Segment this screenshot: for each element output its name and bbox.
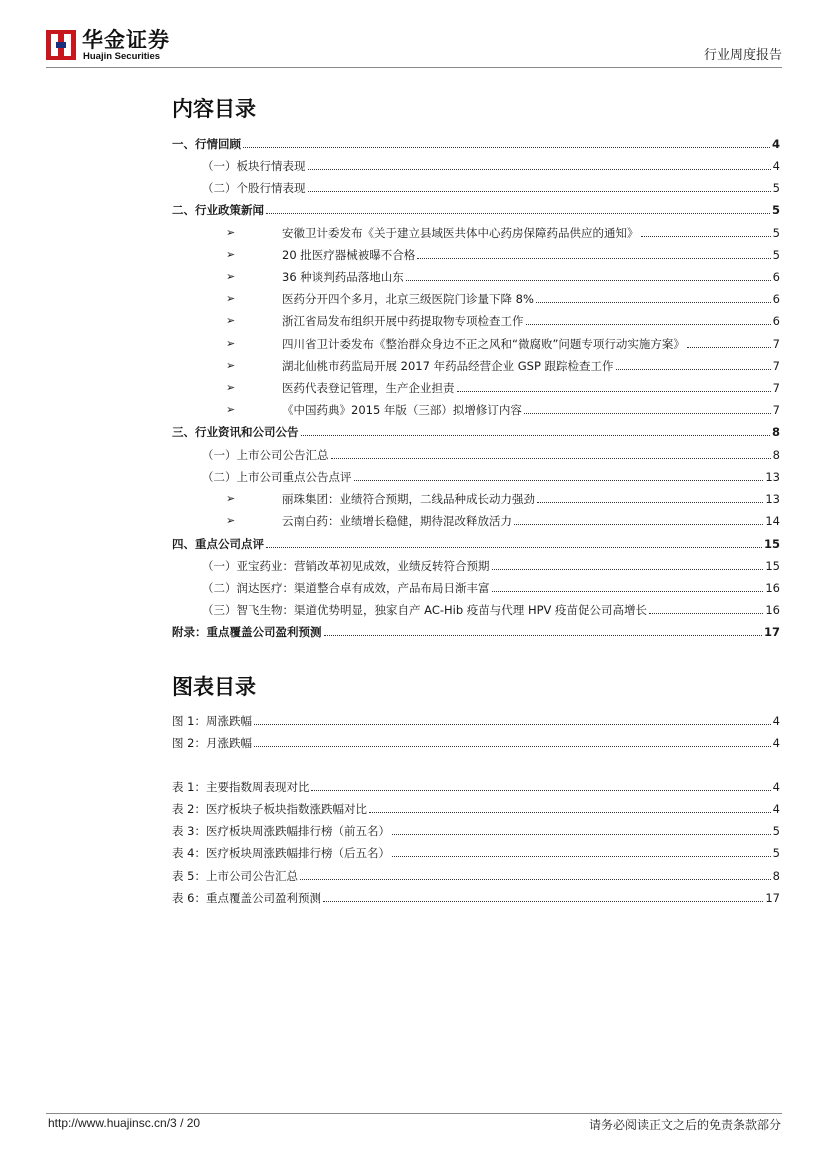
- toc-entry[interactable]: ➢ 四川省卫计委发布《整治群众身边不正之风和“微腐败”问题专项行动实施方案》 7: [226, 337, 780, 351]
- figure-entry[interactable]: 图 2：月涨跌幅 4: [172, 736, 780, 750]
- arrow-bullet-icon: ➢: [226, 403, 236, 416]
- report-type: 行业周度报告: [703, 48, 782, 63]
- header-divider: [46, 67, 782, 68]
- toc-entry[interactable]: 四、重点公司点评 15: [172, 537, 780, 551]
- table-entry[interactable]: 表 4：医疗板块周涨跌幅排行榜（后五名） 5: [172, 846, 780, 860]
- toc-entry[interactable]: （二）上市公司重点公告点评 13: [202, 470, 780, 484]
- page-header: [46, 28, 782, 68]
- toc-entry[interactable]: ➢ 安徽卫计委发布《关于建立县域医共体中心药房保障药品供应的通知》 5: [226, 226, 780, 240]
- table-entry[interactable]: 表 2：医疗板块子板块指数涨跌幅对比 4: [172, 802, 780, 816]
- lof-title: 图表目录: [172, 675, 256, 699]
- toc-title: 内容目录: [172, 97, 256, 121]
- table-entry[interactable]: 表 5：上市公司公告汇总 8: [172, 869, 780, 883]
- footer-disclaimer: 请务必阅读正文之后的免责条款部分: [588, 1118, 781, 1132]
- company-name-cn: 华金证券: [82, 28, 170, 52]
- arrow-bullet-icon: ➢: [226, 226, 236, 239]
- toc-entry[interactable]: 二、行业政策新闻 5: [172, 203, 780, 217]
- toc-entry[interactable]: ➢ 36 种谈判药品落地山东 6: [226, 270, 780, 284]
- toc-entry[interactable]: ➢ 医药分开四个多月，北京三级医院门诊量下降 8% 6: [226, 292, 780, 306]
- toc-entry[interactable]: （一）亚宝药业：营销改革初见成效，业绩反转符合预期 15: [202, 559, 780, 573]
- toc-entry[interactable]: ➢ 医药代表登记管理，生产企业担责 7: [226, 381, 780, 395]
- toc-entry[interactable]: （二）个股行情表现 5: [202, 181, 780, 195]
- company-name-en: Huajin Securities: [83, 51, 161, 62]
- toc-entry[interactable]: ➢ 浙江省局发布组织开展中药提取物专项检查工作 6: [226, 314, 780, 328]
- toc-entry[interactable]: （二）润达医疗：渠道整合卓有成效，产品布局日渐丰富 16: [202, 581, 780, 595]
- toc-entry[interactable]: 附录：重点覆盖公司盈利预测 17: [172, 625, 780, 639]
- toc-entry[interactable]: ➢ 丽珠集团：业绩符合预期，二线品种成长动力强劲 13: [226, 492, 780, 506]
- toc-entry[interactable]: ➢ 湖北仙桃市药监局开展 2017 年药品经营企业 GSP 跟踪检查工作 7: [226, 359, 780, 373]
- toc-entry[interactable]: ➢ 20 批医疗器械被曝不合格 5: [226, 248, 780, 262]
- table-entry[interactable]: 表 3：医疗板块周涨跌幅排行榜（前五名） 5: [172, 824, 780, 838]
- arrow-bullet-icon: ➢: [226, 492, 236, 505]
- table-entry[interactable]: 表 6：重点覆盖公司盈利预测 17: [172, 891, 780, 905]
- footer-divider: [46, 1113, 782, 1114]
- footer-url[interactable]: http://www.huajinsc.cn/3 / 20: [48, 1116, 201, 1130]
- table-entry[interactable]: 表 1：主要指数周表现对比 4: [172, 780, 780, 794]
- arrow-bullet-icon: ➢: [226, 292, 236, 305]
- figure-entry[interactable]: 图 1：周涨跌幅 4: [172, 714, 780, 728]
- toc-entry[interactable]: （一）板块行情表现 4: [202, 159, 780, 173]
- arrow-bullet-icon: ➢: [226, 381, 236, 394]
- toc-entry[interactable]: 三、行业资讯和公司公告 8: [172, 425, 780, 439]
- arrow-bullet-icon: ➢: [226, 514, 236, 527]
- toc-entry[interactable]: ➢ 云南白药：业绩增长稳健，期待混改释放活力 14: [226, 514, 780, 528]
- toc-entry[interactable]: 一、行情回顾 4: [172, 137, 780, 151]
- toc-entry[interactable]: （一）上市公司公告汇总 8: [202, 448, 780, 462]
- arrow-bullet-icon: ➢: [226, 337, 236, 350]
- toc-entry[interactable]: （三）智飞生物：渠道优势明显，独家自产 AC-Hib 疫苗与代理 HPV 疫苗促公司高增长 16: [202, 603, 780, 617]
- arrow-bullet-icon: ➢: [226, 314, 236, 327]
- toc-entry[interactable]: ➢ 《中国药典》2015 年版（三部）拟增修订内容 7: [226, 403, 780, 417]
- arrow-bullet-icon: ➢: [226, 270, 236, 283]
- arrow-bullet-icon: ➢: [226, 359, 236, 372]
- huajin-logo-icon: [46, 30, 76, 60]
- arrow-bullet-icon: ➢: [226, 248, 236, 261]
